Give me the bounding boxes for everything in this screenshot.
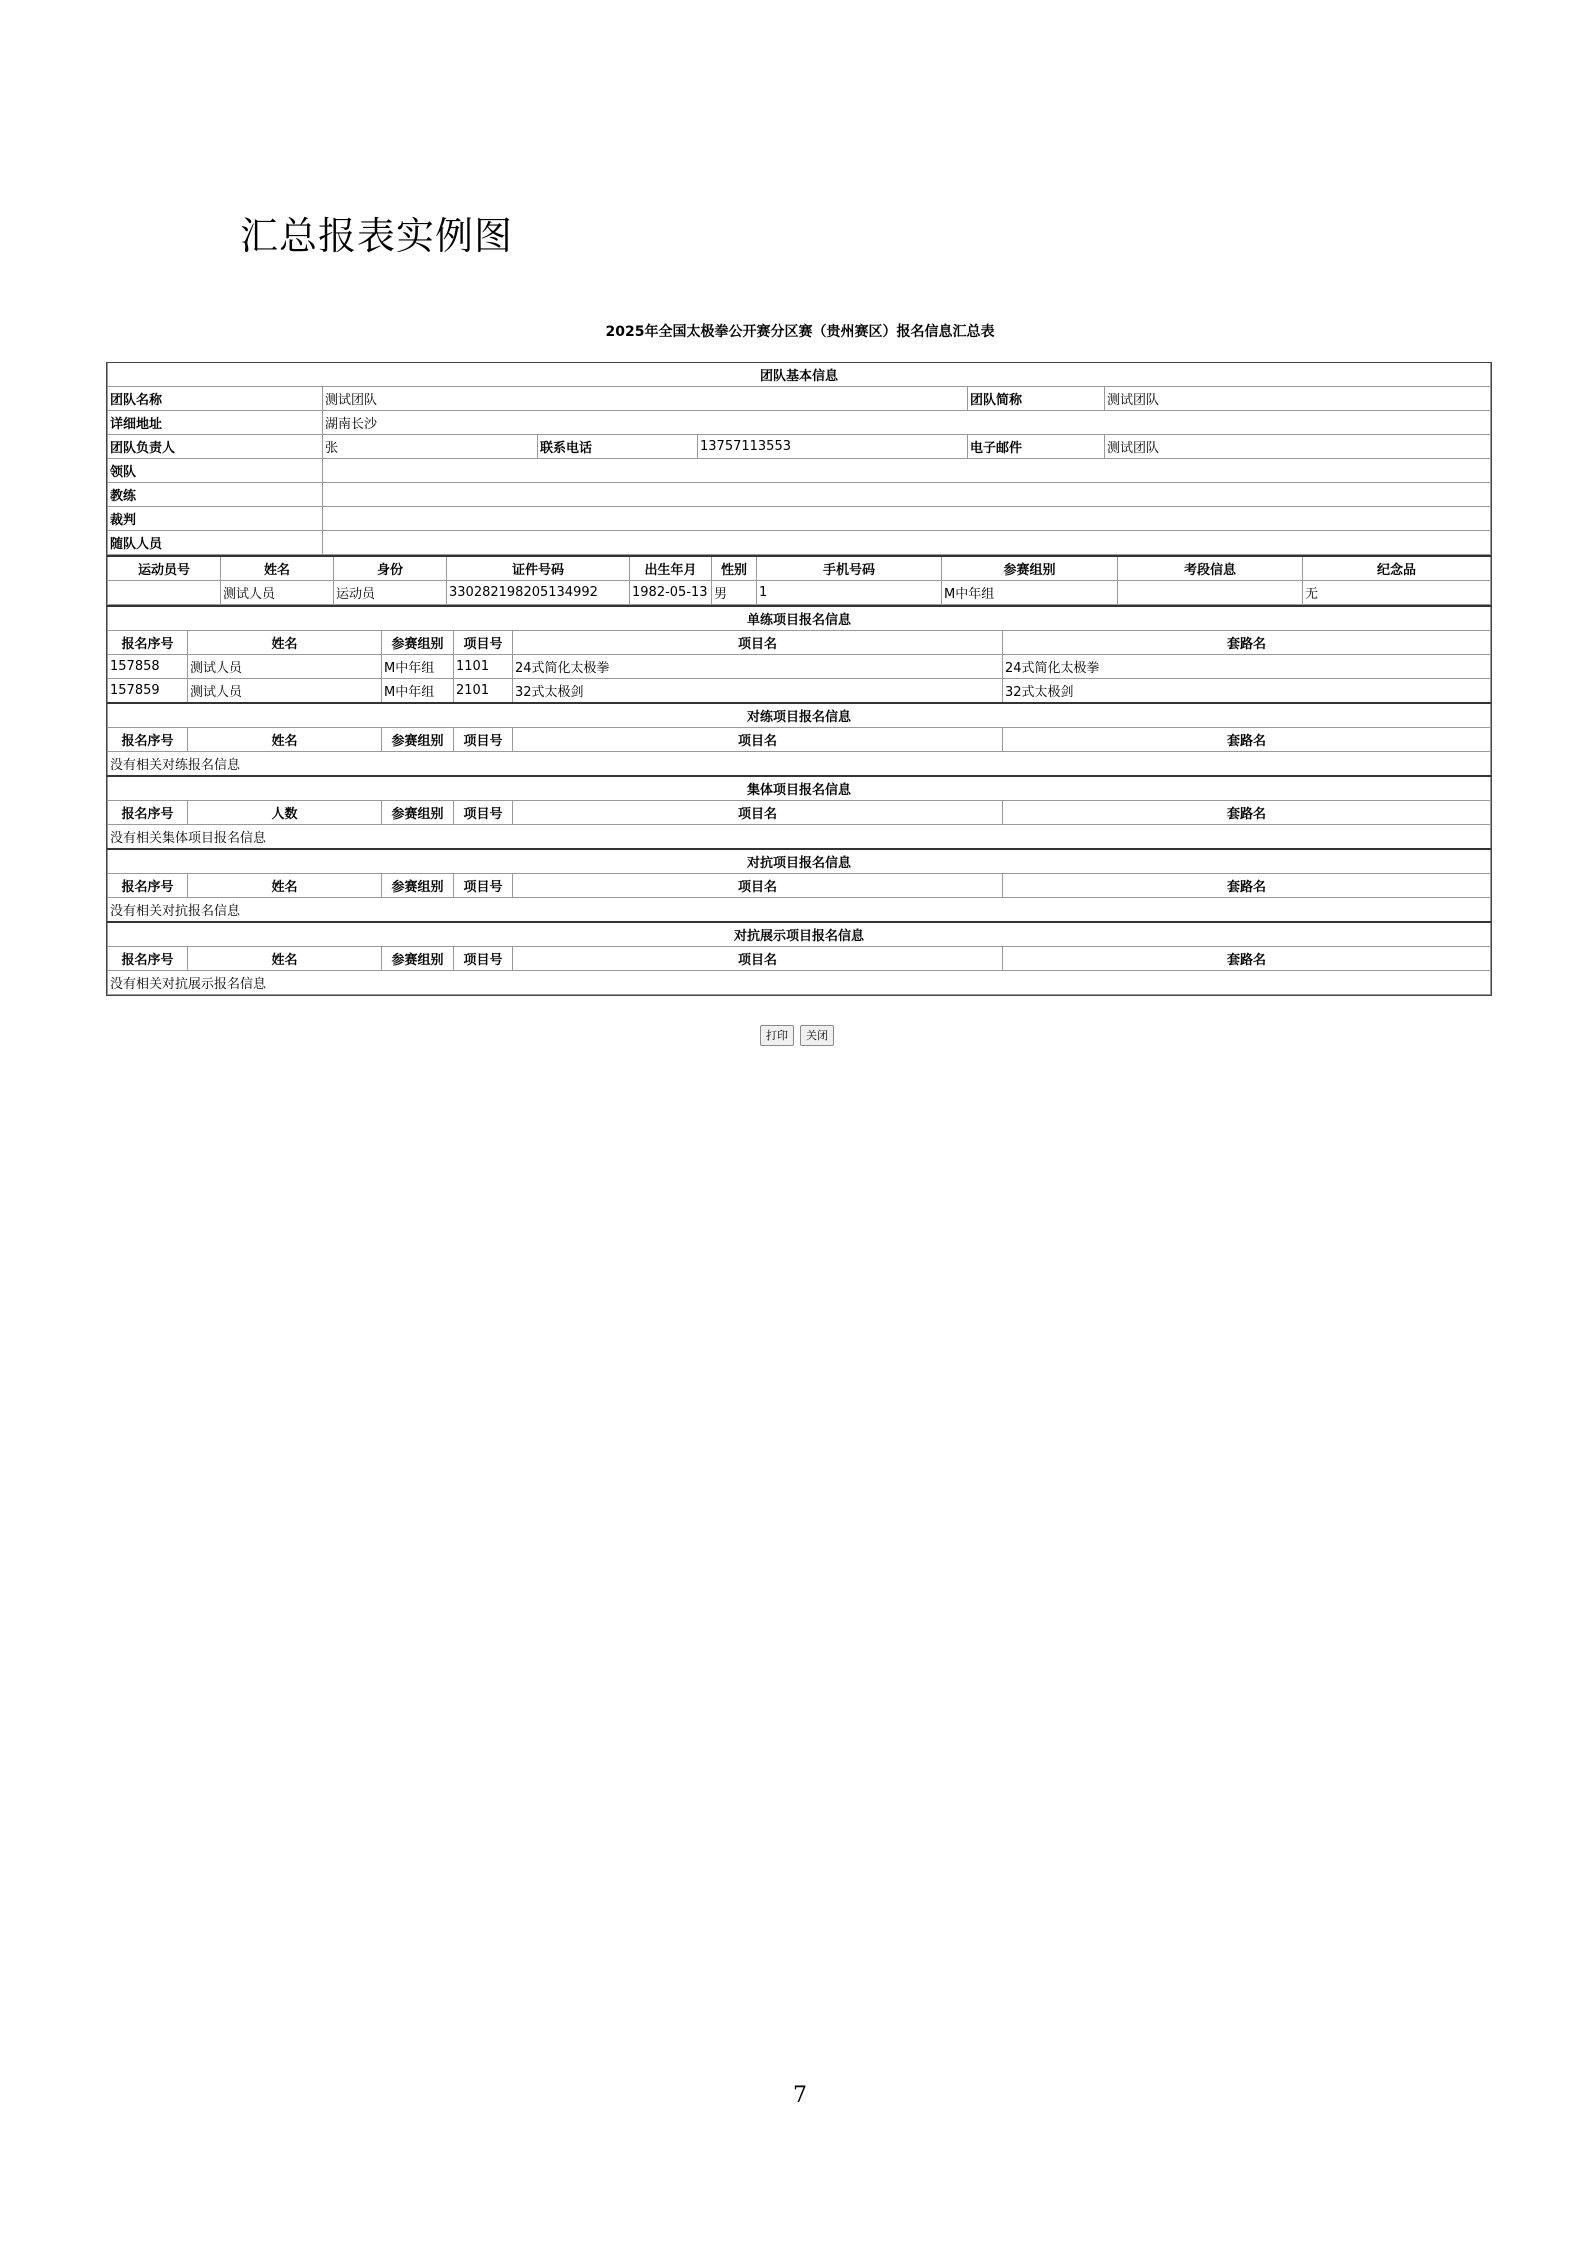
staff-value [323,531,1491,555]
print-button[interactable]: 打印 [760,1025,794,1046]
coach-value [323,483,1491,507]
team-lead-value [323,459,1491,483]
staff-row [108,531,1491,555]
field-label: 领队 [108,459,323,483]
column-header: 姓名 [221,556,334,581]
column-header: 参赛组别 [942,556,1118,581]
athlete-grade [1118,581,1303,605]
section-title: 团队基本信息 [108,363,1491,387]
page-number: 7 [793,2083,807,2108]
coach-row [108,483,1491,507]
team-lead-row [108,459,1491,483]
address-row [108,411,1491,435]
column-header: 项目名 [513,728,1003,752]
column-header: 人数 [188,801,382,825]
table-row [108,655,1491,679]
athlete-id-number: 330282198205134992 [447,581,630,605]
entry-id: 157858 [108,655,188,679]
column-header: 报名序号 [108,728,188,752]
empty-message: 没有相关对抗报名信息 [108,898,1491,923]
column-header: 项目号 [454,947,513,971]
column-header: 性别 [712,556,757,581]
group-header-row [108,801,1491,825]
column-header: 项目号 [454,801,513,825]
column-header: 项目名 [513,874,1003,898]
column-header: 套路名 [1003,728,1491,752]
report-table [106,362,1492,996]
empty-message: 没有相关集体项目报名信息 [108,825,1491,850]
phone-value: 13757113553 [698,435,968,459]
empty-message: 没有相关对练报名信息 [108,752,1491,777]
section-title: 单练项目报名信息 [108,606,1491,631]
column-header: 参赛组别 [382,874,454,898]
column-header: 运动员号 [108,556,221,581]
single-header-row [108,631,1491,655]
entry-event-number: 2101 [454,679,513,704]
column-header: 参赛组别 [382,631,454,655]
column-header: 报名序号 [108,801,188,825]
column-header: 项目名 [513,631,1003,655]
athletes-header-row [108,556,1491,581]
column-header: 项目号 [454,874,513,898]
section-title: 对练项目报名信息 [108,703,1491,728]
address-value: 湖南长沙 [323,411,1491,435]
column-header: 项目名 [513,947,1003,971]
table-row [108,581,1491,605]
column-header: 身份 [334,556,447,581]
athlete-souvenir: 无 [1303,581,1491,605]
column-header: 姓名 [188,631,382,655]
referee-row [108,507,1491,531]
entry-event-name: 32式太极剑 [513,679,1003,704]
team-info-table [107,363,1491,555]
section-title: 对抗展示项目报名信息 [108,922,1491,947]
entry-routine-name: 24式简化太极拳 [1003,655,1491,679]
athlete-gender: 男 [712,581,757,605]
action-buttons [760,1025,840,1047]
field-label: 团队负责人 [108,435,323,459]
column-header: 项目号 [454,728,513,752]
empty-row [108,825,1491,850]
athlete-group: M中年组 [942,581,1118,605]
column-header: 考段信息 [1118,556,1303,581]
entry-id: 157859 [108,679,188,704]
entry-event-number: 1101 [454,655,513,679]
entry-event-name: 24式简化太极拳 [513,655,1003,679]
pair-section-header [108,703,1491,728]
athlete-birth: 1982-05-13 [630,581,712,605]
column-header: 姓名 [188,874,382,898]
pair-header-row [108,728,1491,752]
column-header: 参赛组别 [382,728,454,752]
empty-row [108,752,1491,777]
athlete-name: 测试人员 [221,581,334,605]
athletes-table [107,555,1491,605]
showcase-header-row [108,947,1491,971]
leader-value: 张 [323,435,538,459]
column-header: 项目名 [513,801,1003,825]
referee-value [323,507,1491,531]
page-heading: 汇总报表实例图 [240,214,514,258]
field-label: 详细地址 [108,411,323,435]
column-header: 姓名 [188,728,382,752]
column-header: 套路名 [1003,631,1491,655]
combat-section-header [108,849,1491,874]
field-label: 团队名称 [108,387,323,411]
entry-name: 测试人员 [188,655,382,679]
field-label: 联系电话 [538,435,698,459]
column-header: 出生年月 [630,556,712,581]
entry-name: 测试人员 [188,679,382,704]
entry-group: M中年组 [382,679,454,704]
column-header: 纪念品 [1303,556,1491,581]
column-header: 报名序号 [108,947,188,971]
combat-header-row [108,874,1491,898]
field-label: 团队简称 [968,387,1105,411]
team-short-value: 测试团队 [1105,387,1491,411]
empty-row [108,971,1491,995]
section-title: 集体项目报名信息 [108,776,1491,801]
single-section-header [108,606,1491,631]
athlete-number [108,581,221,605]
entries-table [107,605,1491,995]
empty-row [108,898,1491,923]
leader-row [108,435,1491,459]
column-header: 报名序号 [108,631,188,655]
close-button[interactable]: 关闭 [800,1025,834,1046]
column-header: 套路名 [1003,801,1491,825]
field-label: 电子邮件 [968,435,1105,459]
athlete-role: 运动员 [334,581,447,605]
team-name-row [108,387,1491,411]
entry-routine-name: 32式太极剑 [1003,679,1491,704]
section-title: 对抗项目报名信息 [108,849,1491,874]
entry-group: M中年组 [382,655,454,679]
field-label: 裁判 [108,507,323,531]
column-header: 参赛组别 [382,801,454,825]
column-header: 报名序号 [108,874,188,898]
email-value: 测试团队 [1105,435,1491,459]
field-label: 随队人员 [108,531,323,555]
group-section-header [108,776,1491,801]
empty-message: 没有相关对抗展示报名信息 [108,971,1491,995]
table-row [108,679,1491,704]
column-header: 姓名 [188,947,382,971]
showcase-section-header [108,922,1491,947]
team-name-value: 测试团队 [323,387,968,411]
field-label: 教练 [108,483,323,507]
column-header: 参赛组别 [382,947,454,971]
athlete-phone: 1 [757,581,942,605]
report-title: 2025年全国太极拳公开赛分区赛（贵州赛区）报名信息汇总表 [605,324,995,340]
team-info-section-header [108,363,1491,387]
column-header: 项目号 [454,631,513,655]
column-header: 手机号码 [757,556,942,581]
column-header: 套路名 [1003,874,1491,898]
column-header: 证件号码 [447,556,630,581]
column-header: 套路名 [1003,947,1491,971]
